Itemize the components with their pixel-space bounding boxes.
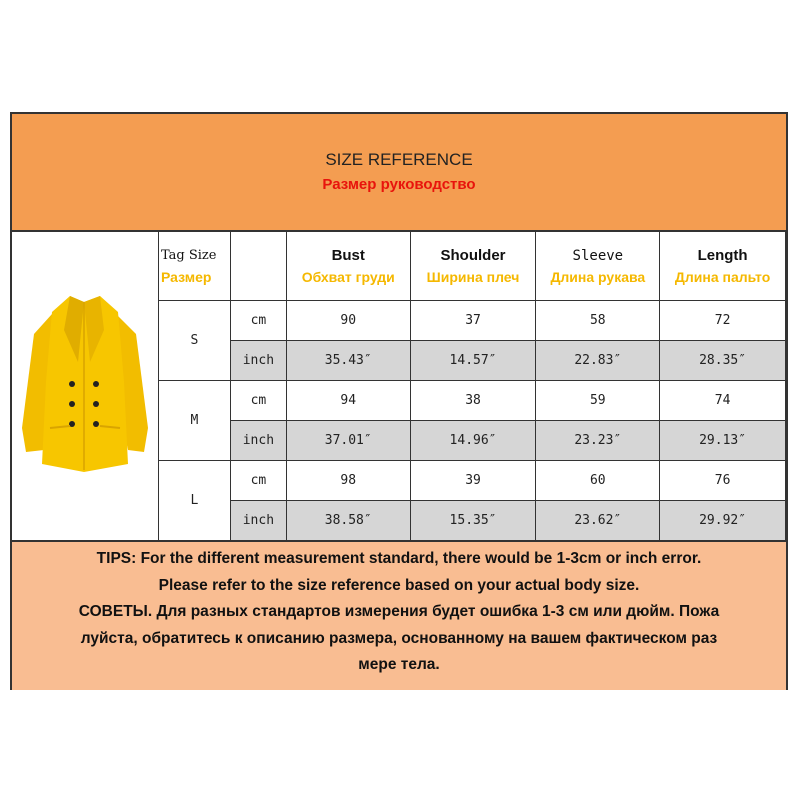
size-cell: S (159, 301, 231, 381)
chart-title: SIZE REFERENCE (325, 150, 473, 169)
value-cell: 38.58″ (286, 501, 410, 541)
tag-size-header (159, 231, 231, 301)
value-cell: 22.83″ (536, 341, 660, 381)
size-table (158, 230, 786, 541)
chart-subtitle: Размер руководство (322, 176, 476, 193)
value-cell: 76 (660, 461, 786, 501)
value-cell: 98 (286, 461, 410, 501)
value-cell: 15.35″ (410, 501, 536, 541)
chart-header (12, 114, 786, 232)
value-cell: 35.43″ (286, 341, 410, 381)
table-row (159, 501, 786, 541)
table-row (159, 341, 786, 381)
value-cell: 90 (286, 301, 410, 341)
unit-cell: cm (230, 301, 286, 341)
value-cell: 28.35″ (660, 341, 786, 381)
table-row (159, 421, 786, 461)
value-cell: 37.01″ (286, 421, 410, 461)
value-cell: 94 (286, 381, 410, 421)
column-header-sleeve (536, 231, 660, 301)
size-cell: L (159, 461, 231, 541)
unit-header (230, 231, 286, 301)
column-label-ru: Обхват груди (301, 268, 395, 285)
unit-cell: cm (230, 381, 286, 421)
size-chart (10, 112, 788, 690)
column-label: Shoulder (440, 246, 506, 264)
column-label-ru: Ширина плеч (426, 268, 520, 285)
table-header-row (159, 231, 786, 301)
tips-line-ru: СОВЕТЫ. Для разных стандартов измерения будет ошибка 1-3 см или дюйм. Пожа (78, 603, 720, 620)
tips-line: Please refer to the size reference based on your actual body size. (158, 576, 640, 594)
column-header-length (660, 231, 786, 301)
unit-cell: inch (230, 501, 286, 541)
table-row (159, 461, 786, 501)
unit-cell: inch (230, 421, 286, 461)
value-cell: 39 (410, 461, 536, 501)
value-cell: 23.23″ (536, 421, 660, 461)
value-cell: 37 (410, 301, 536, 341)
column-label-ru: Длина пальто (674, 268, 771, 285)
column-label: Bust (331, 246, 365, 264)
yellow-blazer-image (12, 232, 158, 540)
unit-cell: cm (230, 461, 286, 501)
unit-cell: inch (230, 341, 286, 381)
tips-line-ru: мере тела. (358, 656, 440, 673)
column-label-ru: Длина рукава (550, 268, 646, 285)
tips-panel (12, 540, 786, 690)
table-row (159, 301, 786, 341)
size-cell: M (159, 381, 231, 461)
column-label: Length (697, 246, 748, 264)
value-cell: 72 (660, 301, 786, 341)
tips-line: TIPS: For the different measurement standard, there would be 1-3cm or inch error. (96, 550, 702, 567)
value-cell: 38 (410, 381, 536, 421)
column-header-shoulder (410, 231, 536, 301)
value-cell: 29.13″ (660, 421, 786, 461)
value-cell: 58 (536, 301, 660, 341)
table-row (159, 381, 786, 421)
value-cell: 14.96″ (410, 421, 536, 461)
value-cell: 23.62″ (536, 501, 660, 541)
value-cell: 59 (536, 381, 660, 421)
product-photo (12, 232, 158, 540)
column-label: Sleeve (572, 247, 624, 264)
value-cell: 14.57″ (410, 341, 536, 381)
tag-size-label: Tag Size (161, 247, 217, 263)
value-cell: 29.92″ (660, 501, 786, 541)
tips-line-ru: луйста, обратитесь к описанию размера, основанному на вашем фактическом раз (80, 629, 718, 647)
value-cell: 60 (536, 461, 660, 501)
value-cell: 74 (660, 381, 786, 421)
column-header-bust (286, 231, 410, 301)
tag-size-label-ru: Размер (161, 268, 212, 285)
